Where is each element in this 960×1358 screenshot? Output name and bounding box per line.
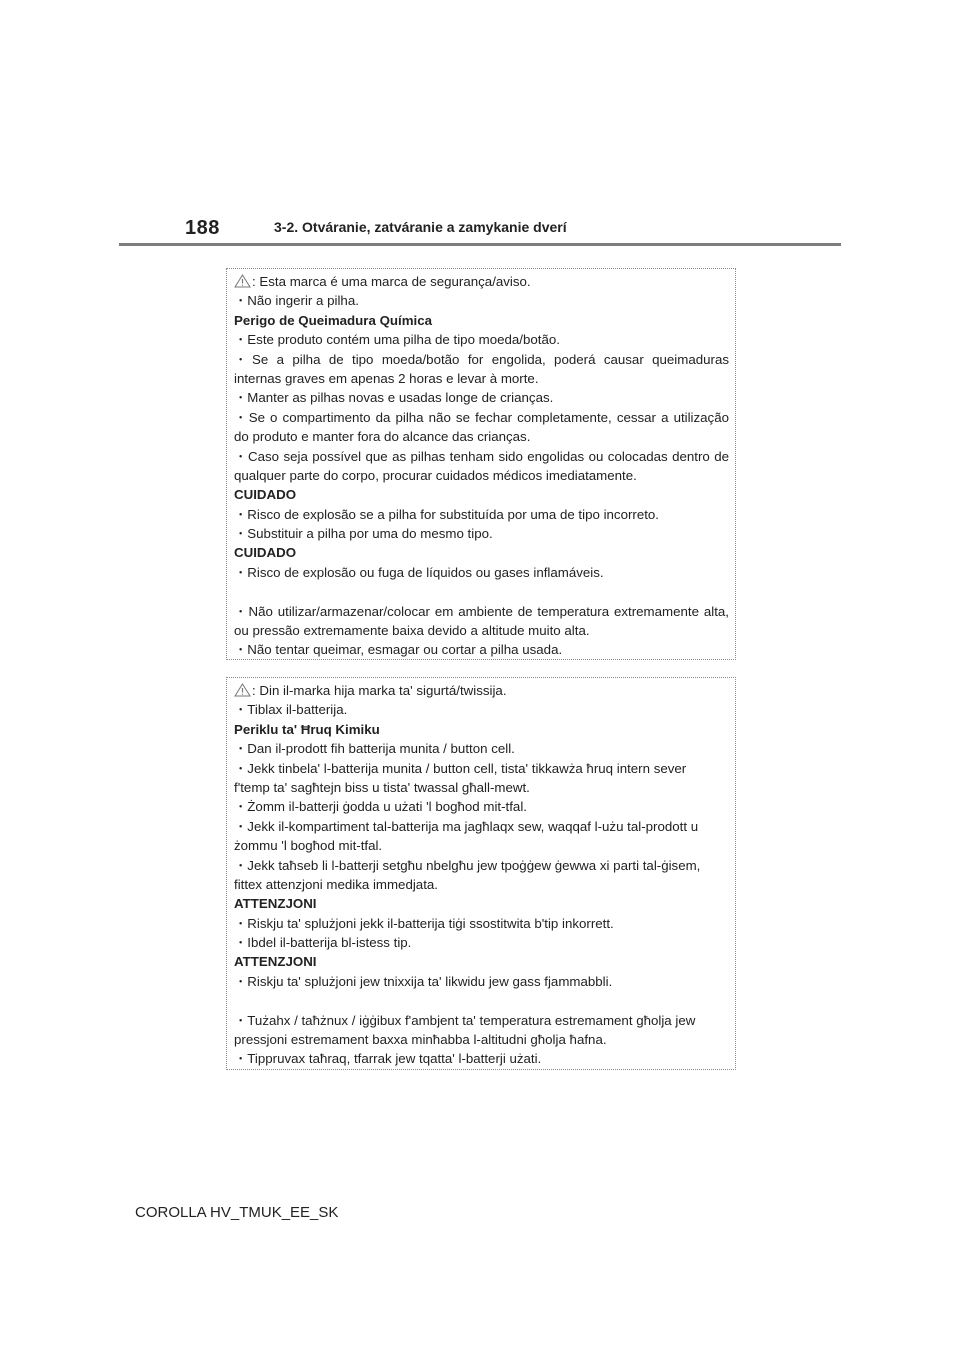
section-heading bbox=[234, 894, 729, 913]
line-text: ・Ibdel il-batterija bl-istess tip. bbox=[234, 935, 412, 951]
blank-line bbox=[234, 582, 729, 601]
line-text: ・Se o compartimento da pilha não se fechar completamente, cessar a utilização bbox=[234, 409, 729, 425]
warning-box-portuguese bbox=[226, 268, 736, 660]
line-text: ・Não ingerir a pilha. bbox=[234, 293, 359, 309]
text-line bbox=[234, 408, 729, 427]
line-text: ・Substituir a pilha por uma do mesmo tipo. bbox=[234, 526, 493, 542]
blank-line bbox=[234, 991, 729, 1010]
line-text: : Din il-marka hija marka ta' sigurtá/twissija. bbox=[252, 683, 507, 698]
line-text: ・Caso seja possível que as pilhas tenham sido engolidas ou colocadas dentro de bbox=[234, 448, 729, 464]
line-text: f'temp ta' sagħtejn biss u tista' twassal għall-mewt. bbox=[234, 779, 530, 795]
text-line bbox=[234, 447, 729, 466]
text-line bbox=[234, 778, 729, 797]
line-text: ・Riskju ta' splużjoni jekk il-batterija tiġi ssostitwita b'tip inkorrett. bbox=[234, 915, 614, 931]
line-text: ou pressão extremamente baixa devido a altitude muito alta. bbox=[234, 623, 590, 639]
line-text: ・Se a pilha de tipo moeda/botão for engolida, poderá causar queimaduras bbox=[234, 351, 729, 367]
text-line bbox=[234, 602, 729, 621]
text-line bbox=[234, 739, 729, 758]
text-line bbox=[234, 640, 729, 659]
text-line bbox=[234, 972, 729, 991]
text-line bbox=[234, 563, 729, 582]
warning-box-maltese bbox=[226, 677, 736, 1070]
text-line bbox=[234, 388, 729, 407]
line-text: ・Jekk il-kompartiment tal-batterija ma jagħlaqx sew, waqqaf l-użu tal-prodott u bbox=[234, 818, 699, 834]
line-text: Periklu ta' Ħruq Kimiku bbox=[234, 721, 380, 737]
text-line bbox=[234, 681, 729, 700]
text-line bbox=[234, 621, 729, 640]
text-line bbox=[234, 759, 729, 778]
line-text: ・Este produto contém uma pilha de tipo moeda/botão. bbox=[234, 332, 560, 348]
line-text: CUIDADO bbox=[234, 487, 297, 503]
warning-triangle-icon bbox=[234, 274, 251, 288]
line-text: ・Tippruvax taħraq, tfarrak jew tqatta' l-batterji użati. bbox=[234, 1051, 542, 1067]
text-line bbox=[234, 427, 729, 446]
text-line bbox=[234, 369, 729, 388]
page-header bbox=[119, 214, 841, 250]
line-text: do produto e manter fora do alcance das crianças. bbox=[234, 429, 531, 445]
line-text: qualquer parte do corpo, procurar cuidados médicos imediatamente. bbox=[234, 467, 637, 483]
line-text: pressjoni estremament baxxa minħabba l-altitudni għolja ħafna. bbox=[234, 1032, 607, 1048]
text-line bbox=[234, 524, 729, 543]
section-heading bbox=[234, 311, 729, 330]
line-text: ・Riskju ta' splużjoni jew tnixxija ta' likwidu jew gass fjammabbli. bbox=[234, 973, 613, 989]
text-line bbox=[234, 1030, 729, 1049]
line-text: ATTENZJONI bbox=[234, 954, 317, 970]
warning-triangle-icon bbox=[234, 683, 251, 697]
text-line bbox=[234, 272, 729, 291]
text-line bbox=[234, 914, 729, 933]
line-text: ・Dan il-prodott fih batterija munita / button cell. bbox=[234, 741, 515, 757]
line-text: ATTENZJONI bbox=[234, 896, 317, 912]
section-heading bbox=[234, 952, 729, 971]
text-line bbox=[234, 330, 729, 349]
line-text: ・Manter as pilhas novas e usadas longe de crianças. bbox=[234, 390, 554, 406]
line-text: ・Não utilizar/armazenar/colocar em ambiente de temperatura extremamente alta, bbox=[234, 603, 729, 619]
line-text: ・Risco de explosão se a pilha for substituída por uma de tipo incorreto. bbox=[234, 506, 659, 522]
section-heading bbox=[234, 485, 729, 504]
line-text: ・Risco de explosão ou fuga de líquidos ou gases inflamáveis. bbox=[234, 564, 604, 580]
line-text: internas graves em apenas 2 horas e levar à morte. bbox=[234, 370, 539, 386]
page-number: 188 bbox=[185, 217, 220, 239]
line-text: Perigo de Queimadura Química bbox=[234, 312, 433, 328]
document-footer: COROLLA HV_TMUK_EE_SK bbox=[135, 1204, 339, 1221]
line-text: ・Tużahx / taħżnux / iġġibux f'ambjent ta' temperatura estremament għolja jew bbox=[234, 1012, 696, 1028]
text-line bbox=[234, 505, 729, 524]
text-line bbox=[234, 1011, 729, 1030]
section-heading bbox=[234, 543, 729, 562]
line-text: żommu 'l bogħod mit-tfal. bbox=[234, 838, 383, 854]
text-line bbox=[234, 700, 729, 719]
line-text: ・Żomm il-batterji ġodda u użati 'l bogħod mit-tfal. bbox=[234, 799, 527, 815]
text-line bbox=[234, 933, 729, 952]
line-text: : Esta marca é uma marca de segurança/aviso. bbox=[252, 274, 531, 289]
line-text: ・Tiblax il-batterija. bbox=[234, 702, 348, 718]
line-text: fittex attenzjoni medika immedjata. bbox=[234, 876, 438, 892]
section-title: 3-2. Otváranie, zatváranie a zamykanie dverí bbox=[274, 219, 567, 235]
text-line bbox=[234, 1049, 729, 1068]
text-line bbox=[234, 817, 729, 836]
line-text: ・Jekk tinbela' l-batterija munita / button cell, tista' tikkawża ħruq intern sever bbox=[234, 760, 687, 776]
line-text: ・Não tentar queimar, esmagar ou cortar a pilha usada. bbox=[234, 642, 563, 658]
line-text: CUIDADO bbox=[234, 545, 297, 561]
text-line bbox=[234, 836, 729, 855]
section-heading bbox=[234, 720, 729, 739]
line-text: ・Jekk taħseb li l-batterji setgħu nbelgħu jew tpoġġew ġewwa xi parti tal-ġisem, bbox=[234, 857, 701, 873]
text-line bbox=[234, 466, 729, 485]
header-rule bbox=[119, 243, 841, 246]
text-line bbox=[234, 797, 729, 816]
text-line bbox=[234, 856, 729, 875]
text-line bbox=[234, 291, 729, 310]
text-line bbox=[234, 350, 729, 369]
text-line bbox=[234, 875, 729, 894]
